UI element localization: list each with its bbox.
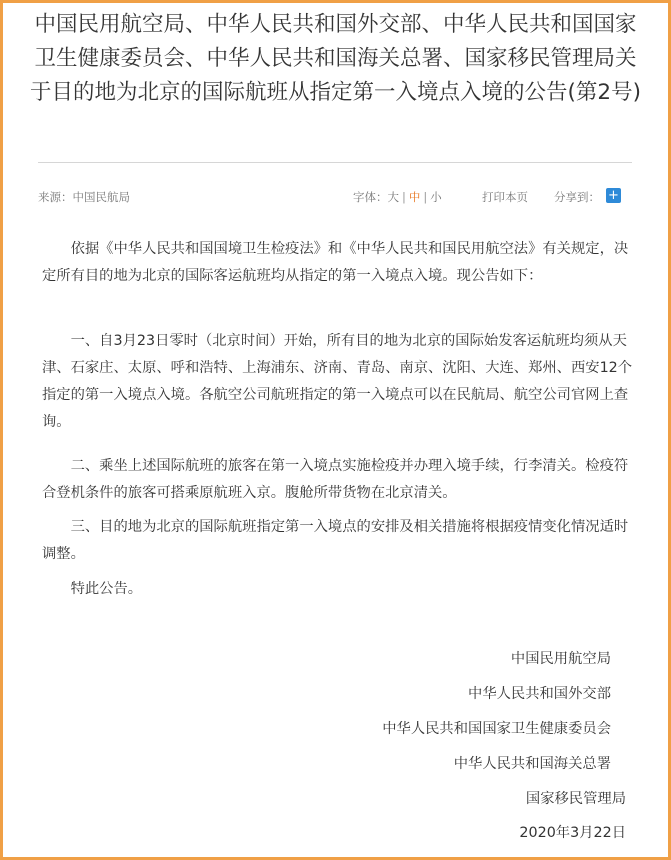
font-size-medium-button[interactable]: 中	[408, 190, 421, 204]
date: 2020年3月22日	[519, 825, 626, 841]
font-size-controls	[353, 189, 442, 205]
font-size-small-button[interactable]: 小	[430, 190, 442, 204]
separator: |	[423, 190, 428, 204]
paragraph: 三、目的地为北京的国际航班指定第一入境点的安排及相关措施将根据疫情变化情况适时调整。	[42, 519, 629, 562]
font-size-label: 字体：	[353, 190, 388, 204]
page-title: 中国民用航空局、中华人民共和国外交部、中华人民共和国国家卫生健康委员会、中华人民共和国海关总署、国家移民管理局关于目的地为北京的国际航班从指定第一入境点入境的公告(第2号)	[30, 12, 641, 105]
signature-customs: 中华人民共和国海关总署	[453, 756, 611, 772]
share-plus-icon[interactable]: +	[606, 188, 621, 203]
separator: |	[402, 190, 406, 204]
signature-nia: 国家移民管理局	[525, 791, 626, 807]
font-size-large-button[interactable]: 大	[387, 190, 399, 204]
print-page-link[interactable]: 打印本页	[482, 190, 528, 204]
share-label: 分享到：	[554, 190, 600, 204]
paragraph: 一、自3月23日零时（北京时间）开始，所有目的地为北京的国际始发客运航班均须从天津、石家庄、太原、呼和浩特、上海浦东、济南、青岛、南京、沈阳、大连、郑州、西安12个指定的第一入境点入境。各航空公司航班指定的第一入境点可以在民航局、航空公司官网上查询。	[42, 333, 633, 430]
divider	[38, 162, 632, 163]
paragraph: 特此公告。	[70, 581, 143, 597]
source-label: 来源：中国民航局	[38, 190, 130, 204]
signature-caac: 中国民用航空局	[510, 651, 611, 667]
paragraph: 依据《中华人民共和国国境卫生检疫法》和《中华人民共和国民用航空法》有关规定，决定所有目的地为北京的国际客运航班均从指定的第一入境点入境。现公告如下：	[42, 241, 629, 284]
signature-mfa: 中华人民共和国外交部	[468, 686, 611, 702]
signature-nhc: 中华人民共和国国家卫生健康委员会	[382, 721, 611, 737]
paragraph: 二、乘坐上述国际航班的旅客在第一入境点实施检疫并办理入境手续，行李清关。检疫符合登机条件的旅客可搭乘原航班入京。腹舱所带货物在北京清关。	[42, 458, 629, 501]
